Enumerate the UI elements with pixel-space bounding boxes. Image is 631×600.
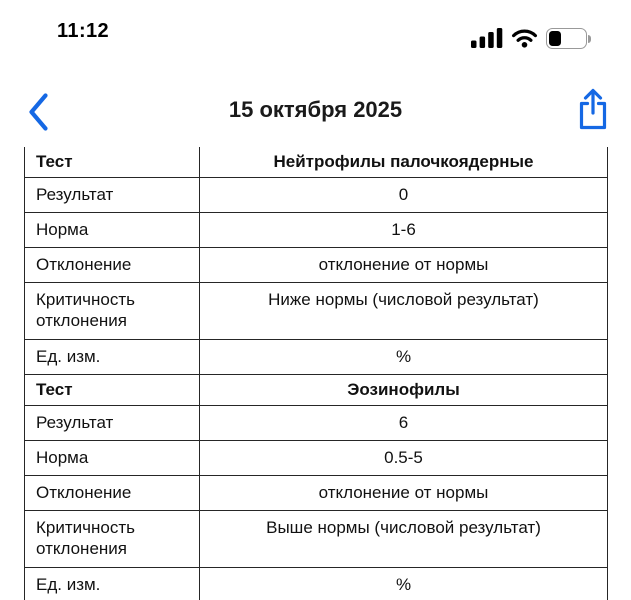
table-row bbox=[25, 375, 607, 406]
row-value: отклонение от нормы bbox=[318, 254, 489, 274]
row-value: Нейтрофилы палочкоядерные bbox=[273, 151, 534, 171]
page-title: 15 октября 2025 bbox=[228, 97, 403, 122]
row-label: Тест bbox=[25, 375, 200, 405]
row-label: Критичность отклонения bbox=[25, 511, 200, 567]
row-value: 1-6 bbox=[391, 219, 416, 239]
row-value: Ниже нормы (числовой результат) bbox=[268, 290, 539, 309]
row-label: Отклонение bbox=[25, 476, 200, 510]
row-label: Норма bbox=[25, 213, 200, 247]
row-label: Ед. изм. bbox=[25, 568, 200, 600]
table-row bbox=[25, 213, 607, 248]
row-label: Норма bbox=[25, 441, 200, 475]
table-row bbox=[25, 178, 607, 213]
nav-bar bbox=[0, 84, 631, 142]
row-value: 6 bbox=[398, 412, 409, 432]
row-label: Отклонение bbox=[25, 248, 200, 282]
row-value: 0.5-5 bbox=[384, 447, 423, 467]
row-label: Результат bbox=[25, 406, 200, 440]
row-label: Ед. изм. bbox=[25, 340, 200, 374]
row-value: отклонение от нормы bbox=[318, 482, 489, 502]
share-icon bbox=[575, 86, 611, 132]
row-value: Эозинофилы bbox=[347, 379, 460, 399]
status-bar bbox=[0, 0, 631, 56]
row-value: % bbox=[395, 346, 412, 366]
table-row bbox=[25, 476, 607, 511]
wifi-icon bbox=[511, 28, 538, 48]
row-label: Критичность отклонения bbox=[25, 283, 200, 339]
row-label: Тест bbox=[25, 147, 200, 177]
battery-icon bbox=[546, 28, 587, 49]
cellular-signal-icon bbox=[471, 27, 503, 49]
back-button[interactable] bbox=[27, 92, 49, 135]
row-value: 0 bbox=[398, 184, 409, 204]
battery-fill bbox=[549, 31, 561, 46]
table-row bbox=[25, 283, 607, 340]
table-row bbox=[25, 441, 607, 476]
table-row bbox=[25, 340, 607, 375]
results-table bbox=[24, 147, 608, 600]
battery-nub bbox=[588, 35, 591, 43]
share-button[interactable] bbox=[575, 86, 611, 135]
table-row bbox=[25, 248, 607, 283]
status-time: 11:12 bbox=[57, 20, 110, 42]
table-row bbox=[25, 511, 607, 568]
row-value: Выше нормы (числовой результат) bbox=[266, 518, 541, 537]
table-row bbox=[25, 147, 607, 178]
chevron-left-icon bbox=[27, 92, 49, 132]
row-value: % bbox=[395, 574, 412, 594]
status-icons bbox=[471, 27, 587, 49]
table-row bbox=[25, 568, 607, 600]
row-label: Результат bbox=[25, 178, 200, 212]
table-row bbox=[25, 406, 607, 441]
